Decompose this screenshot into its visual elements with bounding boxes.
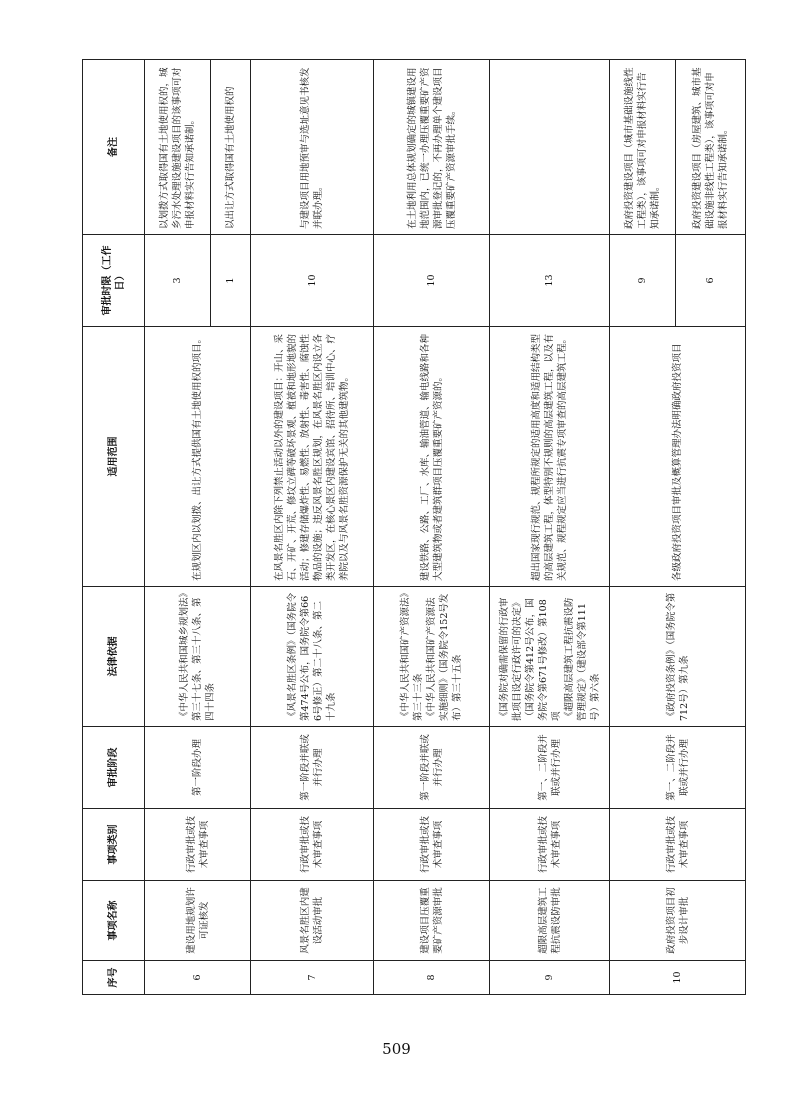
header-name: 事项名称 bbox=[83, 881, 145, 961]
row-basis: 《风景名胜区条例》（国务院令第474号公布，国务院令第666号修正）第二十八条、第二十九条 bbox=[251, 587, 374, 727]
header-time-limit: 审批时限（工作日） bbox=[83, 235, 145, 327]
row-name: 风景名胜区内建设活动审批 bbox=[251, 881, 374, 961]
row-time-limit: 3 bbox=[145, 235, 211, 327]
row-scope: 在风景名胜区内除下列禁止活动以外的建设项目：开山、采石、开矿、开荒、修坟立碑等破坏景观、植被和地形地貌的活动；修建存储爆炸性、易燃性、放射性、毒害性、腐蚀性物品的设施；违反风景名胜区规划，在风景名胜区内设立各类开发区，在核心景区内建设宾馆、招待所、培训中心、疗养院以及与风景名胜资源保护无关的其他建筑物。 bbox=[251, 327, 374, 587]
row-scope: 超出国家现行规范、规程所规定的适用高度和适用结构类型的高层建筑工程，体型特别不规则的高层建筑工程，以及有关规范、规程规定应当进行抗震专项审查的高层建筑工程。 bbox=[490, 327, 610, 587]
row-no: 8 bbox=[374, 961, 490, 995]
row-basis: 《政府投资条例》（国务院令第712号）第九条 bbox=[610, 587, 746, 727]
row-stage: 第一阶段办理 bbox=[145, 727, 251, 809]
row-stage: 第一阶段并联或并行办理 bbox=[374, 727, 490, 809]
row-name: 超限高层建筑工程抗震设防审批 bbox=[490, 881, 610, 961]
table-row bbox=[610, 60, 676, 995]
row-category: 行政审批或技术审查事项 bbox=[145, 809, 251, 881]
row-remarks: 政府投资建设项目（房屋建筑、城市基础设施非线性工程类），该事项可对申报材料实行告知承诺制。 bbox=[676, 60, 746, 235]
row-remarks bbox=[490, 60, 610, 235]
header-stage: 审批阶段 bbox=[83, 727, 145, 809]
row-time-limit: 1 bbox=[211, 235, 251, 327]
row-time-limit: 9 bbox=[610, 235, 676, 327]
header-no: 序号 bbox=[83, 961, 145, 995]
row-category: 行政审批或技术审查事项 bbox=[610, 809, 746, 881]
rotated-table-page bbox=[82, 60, 745, 995]
row-basis: 《国务院对确需保留的行政审批项目设定行政许可的决定》（国务院令第412号公布，国务院令第671号修改）第108项 《超限高层建筑工程抗震设防管理规定》（建设部令第111号）第六条 bbox=[490, 587, 610, 727]
row-remarks: 政府投资建设项目（城市基础设施线性工程类），该事项可对申报材料实行告知承诺制。 bbox=[610, 60, 676, 235]
row-remarks: 与建设项目用地预审与选址意见书核发并联办理。 bbox=[251, 60, 374, 235]
approval-items-table bbox=[82, 59, 746, 995]
table-row bbox=[251, 60, 374, 995]
row-stage: 第一、二阶段并联或并行办理 bbox=[610, 727, 746, 809]
row-basis: 《中华人民共和国矿产资源法》第三十三条 《中华人民共和国矿产资源法实施细则》（国务院令152号发布）第三十五条 bbox=[374, 587, 490, 727]
table-header-row bbox=[83, 60, 145, 995]
row-name: 建设项目压覆重要矿产资源审批 bbox=[374, 881, 490, 961]
row-stage: 第一阶段并联或并行办理 bbox=[251, 727, 374, 809]
row-no: 10 bbox=[610, 961, 746, 995]
row-category: 行政审批或技术审查事项 bbox=[490, 809, 610, 881]
table-row bbox=[374, 60, 490, 995]
row-remarks: 在土地利用总体规划确定的城镇建设用地范围内，已统一办理压覆重要矿产资源审批登记的，不再办理单个建设项目压覆重要矿产资源审批手续。 bbox=[374, 60, 490, 235]
header-remarks: 备注 bbox=[83, 60, 145, 235]
row-category: 行政审批或技术审查事项 bbox=[251, 809, 374, 881]
page-number: 509 bbox=[382, 1040, 411, 1058]
row-no: 9 bbox=[490, 961, 610, 995]
row-scope: 各级政府投资项目审批及概算管理办法明确政府投资项目 bbox=[610, 327, 746, 587]
row-scope: 在规划区内以划拨、出让方式提供国有土地使用权的项目。 bbox=[145, 327, 251, 587]
row-name: 建设用地规划许可证核发 bbox=[145, 881, 251, 961]
row-name: 政府投资项目初步设计审批 bbox=[610, 881, 746, 961]
row-time-limit: 13 bbox=[490, 235, 610, 327]
row-scope: 建设铁路、公路、工厂、水库、输油管道、输电线路和各种大型建筑物或者建筑群项目压覆重要矿产资源的。 bbox=[374, 327, 490, 587]
row-time-limit: 10 bbox=[374, 235, 490, 327]
row-no: 7 bbox=[251, 961, 374, 995]
row-no: 6 bbox=[145, 961, 251, 995]
row-remarks: 以划拨方式取得国有土地使用权的，城乡污水处理设施建设项目的该事项可对申报材料实行告知承诺制。 bbox=[145, 60, 211, 235]
row-remarks: 以出让方式取得国有土地使用权的 bbox=[211, 60, 251, 235]
header-basis: 法律依据 bbox=[83, 587, 145, 727]
row-time-limit: 10 bbox=[251, 235, 374, 327]
row-basis: 《中华人民共和国城乡规划法》第三十七条、第三十八条、第四十四条 bbox=[145, 587, 251, 727]
header-category: 事项类别 bbox=[83, 809, 145, 881]
row-category: 行政审批或技术审查事项 bbox=[374, 809, 490, 881]
row-time-limit: 6 bbox=[676, 235, 746, 327]
header-scope: 适用范围 bbox=[83, 327, 145, 587]
table-row bbox=[490, 60, 610, 995]
table-row bbox=[145, 60, 211, 995]
row-stage: 第一、二阶段并联或并行办理 bbox=[490, 727, 610, 809]
